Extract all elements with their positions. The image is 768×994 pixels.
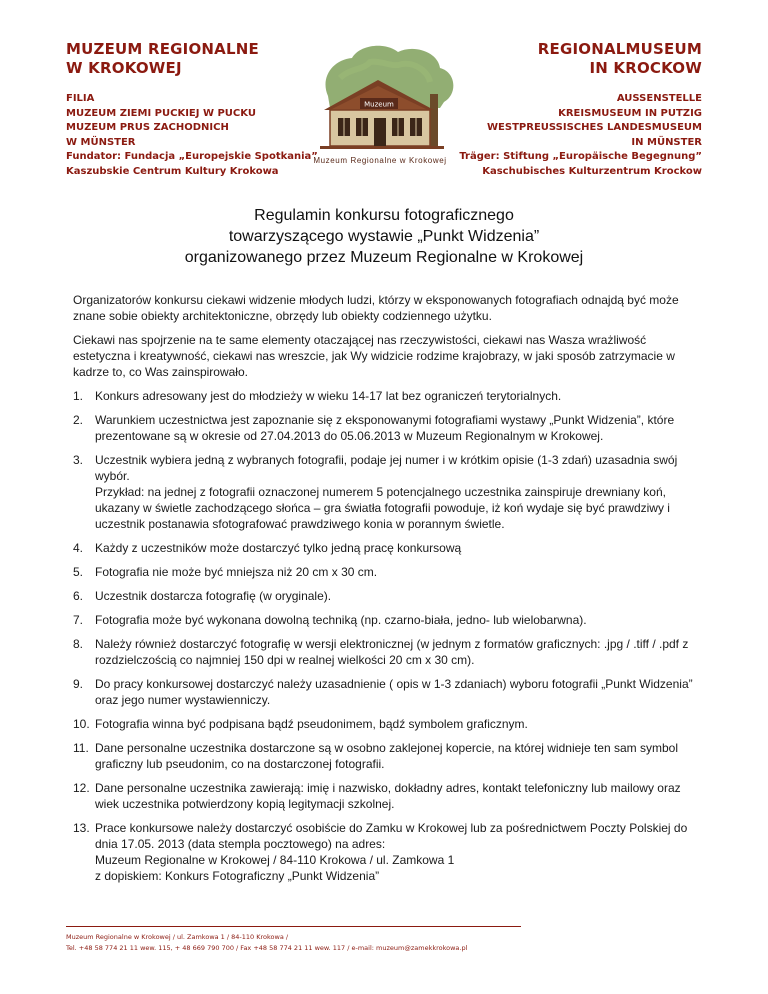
footer-contact: Tel. +48 58 774 21 11 wew. 115, + 48 669 790 700 / Fax +48 58 774 21 11 wew. 117 / e-mail: muzeum@zamekkrokowa.pl: [66, 944, 468, 952]
rule-text: Dane personalne uczestnika dostarczone są w osobno zaklejonej kopercie, na której widnieje ten sam symbol graficzny lub pseudonim, co na dostarczonej fotografii.: [95, 741, 678, 771]
title-line: towarzyszącego wystawie „Punkt Widzenia”: [228, 228, 540, 245]
rule-text: Do pracy konkursowej dostarczyć należy uzasadnienie ( opis w 1-3 zdaniach) wyboru fotografii „Punkt Widzenia” oraz jego numer wystawienniczy.: [95, 677, 693, 707]
info-line: MUZEUM PRUS ZACHODNICH: [66, 122, 229, 133]
info-line: IN MÜNSTER: [631, 136, 702, 148]
rule-number: 11.: [73, 741, 89, 755]
rule-number: 2.: [73, 413, 84, 427]
rule-number: 9.: [73, 677, 84, 691]
museum-name-pl: [66, 40, 296, 78]
rule-text: Muzeum Regionalne w Krokowej / 84-110 Krokowa / ul. Zamkowa 1: [95, 853, 455, 867]
header-left: [66, 40, 318, 179]
rule-text: Warunkiem uczestnictwa jest zapoznanie się z eksponowanymi fotografiami wystawy „Punkt Widzenia”, które prezentowane są w okresie od 27.04.2013 do 05.06.2013 w Muzeum Regionalnym w Krokowej.: [95, 413, 675, 443]
museum-name-pl-line: MUZEUM REGIONALNE: [66, 40, 259, 58]
info-line: W MÜNSTER: [66, 136, 136, 148]
rule-text: Przykład: na jednej z fotografii oznaczonej numerem 5 potencjalnego uczestnika zainspiruje drewniany koń, ukazany w świetle zachodzącego słońca – gra światła fotografii powoduje, iż koń wydaje się być prawdziwy i uczestnik postanawia sfotografować prawdziwego konia w porannym świetle.: [95, 485, 670, 531]
rule-text: Prace konkursowe należy dostarczyć osobiście do Zamku w Krokowej lub za pośrednictwem Poczty Polskiej do dnia 17.05. 2013 (data stempla pocztowego) na adres:: [95, 821, 688, 851]
rule-item: [73, 716, 697, 732]
rule-number: 7.: [73, 613, 84, 627]
rules-list: [73, 388, 697, 884]
rule-number: 1.: [73, 389, 84, 403]
rule-number: 12.: [73, 781, 90, 795]
rule-text: Dane personalne uczestnika zawierają: imię i nazwisko, dokładny adres, kontakt telefoniczny lub mailowy oraz wiek uczestnika potwierdzony kopią legitymacji szkolnej.: [95, 781, 681, 811]
rule-text: Fotografia nie może być mniejsza niż 20 cm x 30 cm.: [95, 565, 378, 579]
rule-item: [73, 612, 697, 628]
footer: [66, 926, 521, 954]
footer-address: Muzeum Regionalne w Krokowej / ul. Zamkowa 1 / 84-110 Krokowa /: [66, 933, 289, 941]
intro-paragraph: Ciekawi nas spojrzenie na te same elementy otaczającej nas rzeczywistości, ciekawi nas Wasza wrażliwość estetyczna i kreatywność, ciekawi nas wreszcie, jak Wy widzicie rodzime krajobrazy, w jaki sposób zatrzymacie w kadrze to, co Was zainspirowało.: [73, 333, 675, 379]
rule-text: Konkurs adresowany jest do młodzieży w wieku 14-17 lat bez ograniczeń terytorialnych.: [95, 389, 562, 403]
museum-info-pl: [66, 92, 318, 179]
logo-caption: Muzeum Regionalne w Krokowej: [313, 156, 447, 165]
rule-number: 13.: [73, 821, 90, 835]
rule-text: Fotografia winna być podpisana bądź pseudonimem, bądź symbolem graficznym.: [95, 717, 528, 731]
rule-item: [73, 780, 697, 812]
museum-name-de-line: REGIONALMUSEUM: [537, 40, 702, 58]
rule-text: Każdy z uczestników może dostarczyć tylko jedną pracę konkursową: [95, 541, 462, 555]
info-line: WESTPREUSSISCHES LANDESMUSEUM: [487, 122, 702, 133]
info-line: Kaszubskie Centrum Kultury Krokowa: [66, 165, 279, 177]
info-line: Träger: Stiftung „Europäische Begegnung”: [459, 151, 702, 162]
intro-paragraph: Organizatorów konkursu ciekawi widzenie młodych ludzi, którzy w eksponowanych fotografiach odnajdą być może znane sobie obiekty architektoniczne, obrzędy lub obiekty codziennego użytku.: [73, 293, 679, 323]
info-line: MUZEUM ZIEMI PUCKIEJ W PUCKU: [66, 107, 256, 119]
rule-item: [73, 820, 697, 884]
rule-item: [73, 636, 697, 668]
rule-item: [73, 740, 697, 772]
museum-name-de: [432, 40, 702, 78]
rule-number: 8.: [73, 637, 84, 651]
museum-info-de: [432, 92, 702, 179]
logo-sign-text: Muzeum: [364, 100, 394, 109]
rule-item: [73, 564, 697, 580]
info-line: FILIA: [66, 93, 95, 104]
info-line: Kaschubisches Kulturzentrum Krockow: [482, 165, 702, 177]
museum-name-de-line: IN KROCKOW: [589, 59, 702, 77]
header-right: [432, 40, 702, 179]
rule-item: [73, 588, 697, 604]
info-line: AUSSENSTELLE: [616, 93, 702, 104]
rule-number: 10.: [73, 717, 90, 731]
rule-number: 5.: [73, 565, 84, 579]
rule-text: Uczestnik wybiera jedną z wybranych fotografii, podaje jej numer i w krótkim opisie (1-3 zdań) uzasadnia swój wybór.: [95, 453, 678, 483]
title-line: Regulamin konkursu fotograficznego: [254, 207, 514, 224]
rule-text: Uczestnik dostarcza fotografię (w oryginale).: [95, 589, 332, 603]
rule-number: 4.: [73, 541, 84, 555]
rule-item: [73, 412, 697, 444]
document-title: [0, 205, 768, 268]
rule-number: 6.: [73, 589, 84, 603]
title-line: organizowanego przez Muzeum Regionalne w Krokowej: [184, 249, 584, 266]
info-line: Fundator: Fundacja „Europejskie Spotkania”: [66, 151, 318, 162]
document-body: [73, 292, 697, 892]
rule-item: [73, 540, 697, 556]
rule-number: 3.: [73, 453, 84, 467]
rule-item: [73, 452, 697, 532]
museum-name-pl-line: W KROKOWEJ: [66, 59, 182, 77]
rule-item: [73, 388, 697, 404]
rule-text: z dopiskiem: Konkurs Fotograficzny „Punkt Widzenia”: [95, 869, 380, 883]
rule-item: [73, 676, 697, 708]
rule-text: Fotografia może być wykonana dowolną techniką (np. czarno-biała, jedno- lub wielobarwna).: [95, 613, 587, 627]
info-line: KREISMUSEUM IN PUTZIG: [558, 107, 702, 119]
rule-text: Należy również dostarczyć fotografię w wersji elektronicznej (w jednym z formatów graficznych: .jpg / .tiff / .pdf z rozdzielczością co najmniej 150 dpi w realnej wielkości 20 cm x 30 cm).: [95, 637, 689, 667]
